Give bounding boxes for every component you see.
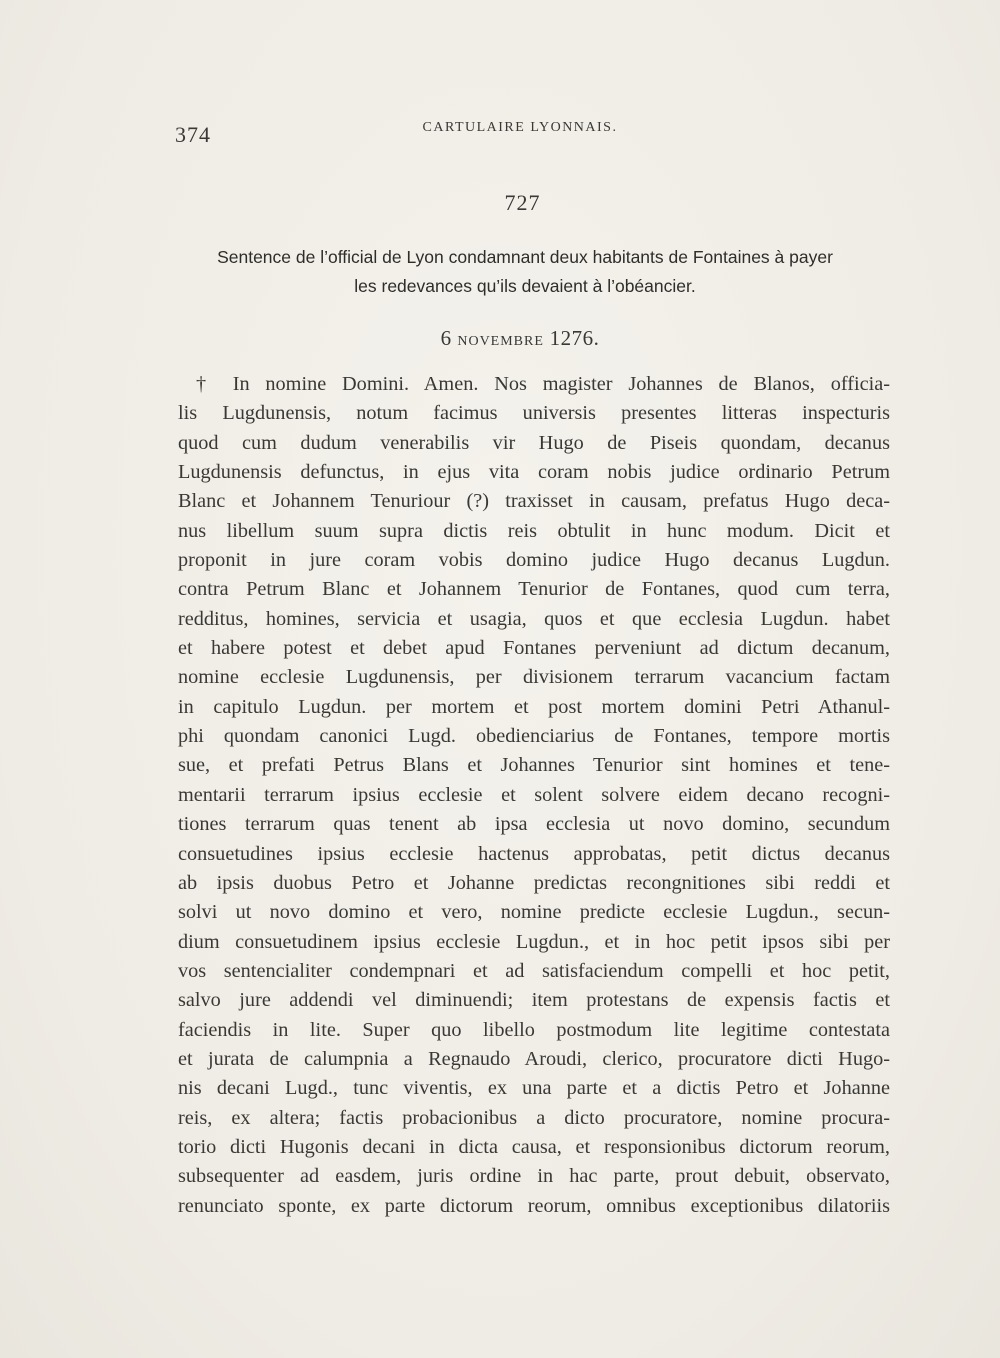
body-line: phi quondam canonici Lugd. obedienciarius de Fontanes, tempore mortis: [178, 725, 890, 748]
body-line: nis decani Lugd., tunc viventis, ex una parte et a dictis Petro et Johanne: [178, 1077, 890, 1100]
body-line: dium consuetudinem ipsius ecclesie Lugdun., et in hoc petit ipsos sibi per: [178, 930, 890, 953]
body-line: nus libellum suum supra dictis reis obtulit in hunc modum. Dicit et: [178, 519, 890, 542]
body-line: salvo jure addendi vel diminuendi; item protestans de expensis factis et: [178, 989, 890, 1012]
body-line: in capitulo Lugdun. per mortem et post mortem domini Petri Athanul-: [178, 695, 890, 718]
body-line: renunciato sponte, ex parte dictorum reorum, omnibus exceptionibus dilatoriis: [178, 1194, 890, 1217]
body-line: nomine ecclesie Lugdunensis, per divisionem terrarum vacancium factam: [178, 666, 890, 689]
body-line: Lugdunensis defunctus, in ejus vita coram nobis judice ordinario Petrum: [178, 461, 890, 484]
body-line: subsequenter ad easdem, juris ordine in hac parte, prout debuit, observato,: [178, 1165, 890, 1188]
body-line: † In nomine Domini. Amen. Nos magister Johannes de Blanos, officia-: [196, 373, 890, 395]
body-line: sue, et prefati Petrus Blans et Johannes Tenurior sint homines et tene-: [178, 754, 890, 777]
body-line: et jurata de calumpnia a Regnaudo Aroudi, clerico, procuratore dicti Hugo-: [178, 1047, 890, 1070]
document-body: [178, 370, 890, 1221]
body-line: solvi ut novo domino et vero, nomine predicte ecclesie Lugdun., secun-: [178, 901, 890, 924]
body-line: ab ipsis duobus Petro et Johanne predictas recongnitiones sibi reddi et: [178, 871, 890, 894]
body-line: consuetudines ipsius ecclesie hactenus approbatas, petit dictus decanus: [178, 842, 890, 865]
body-line: proponit in jure coram vobis domino judice Hugo decanus Lugdun.: [178, 549, 890, 572]
document-number: 727: [504, 190, 541, 215]
date-day: 6: [440, 326, 452, 350]
body-line: Blanc et Johannem Tenuriour (?) traxisset in causam, prefatus Hugo deca-: [178, 490, 890, 513]
body-line: faciendis in lite. Super quo libello postmodum lite legitime contestata: [178, 1018, 890, 1041]
body-line: contra Petrum Blanc et Johannem Tenurior de Fontanes, quod cum terra,: [178, 578, 890, 601]
body-line: torio dicti Hugonis decani in dicta causa, et responsionibus dictorum reorum,: [178, 1135, 890, 1158]
body-line: tiones terrarum quas tenent ab ipsa ecclesia ut novo domino, secundum: [178, 813, 890, 836]
date-month: NOVEMBRE: [457, 334, 544, 349]
body-line: et habere potest et debet apud Fontanes perveniunt ad dictum decanum,: [178, 637, 890, 660]
page-number: 374: [175, 122, 211, 147]
body-line: vos sentencialiter condempnari et ad satisfaciendum compelli et hoc petit,: [178, 959, 890, 982]
body-line: lis Lugdunensis, notum facimus universis presentes litteras inspecturis: [178, 402, 890, 425]
body-line: mentarii terrarum ipsius ecclesie et solent solvere eidem decano recogni-: [178, 783, 890, 806]
document-title-line: Sentence de l’official de Lyon condamnant deux habitants de Fontaines à payer: [217, 247, 833, 267]
body-line: reis, ex altera; factis probacionibus a dicto procuratore, nomine procura-: [178, 1106, 890, 1129]
document-title-line: les redevances qu’ils devaient à l’obéancier.: [354, 276, 696, 296]
body-line: quod cum dudum venerabilis vir Hugo de Piseis quondam, decanus: [178, 431, 890, 454]
document-date: [0, 326, 1000, 351]
document-title: [170, 243, 880, 301]
running-head: CARTULAIRE LYONNAIS.: [422, 120, 618, 135]
body-line: redditus, homines, servicia et usagia, quos et que ecclesia Lugdun. habet: [178, 607, 890, 630]
date-year: 1276.: [549, 326, 600, 350]
